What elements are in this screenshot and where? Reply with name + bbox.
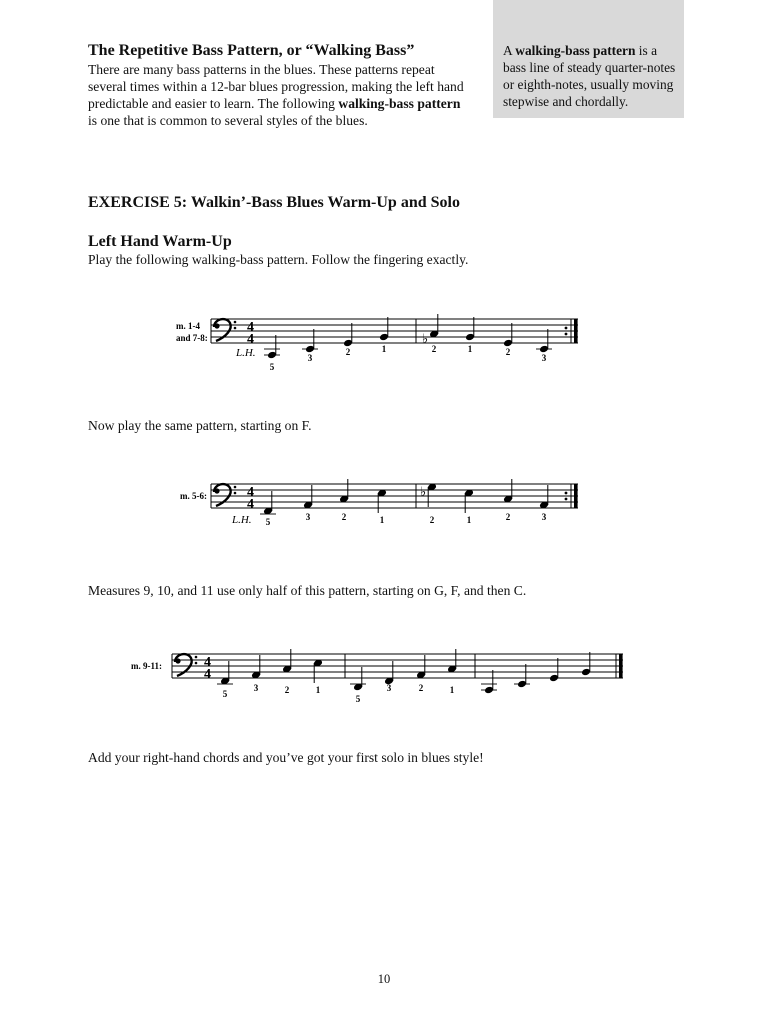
sidebar-text-after: is a bass line of steady quarter-notes or eighth-notes, usually moving stepwise and chordally. <box>503 43 676 109</box>
staff-1-label-line1: m. 1-4 <box>176 321 200 331</box>
fingering: 2 <box>284 685 290 695</box>
fingering: 2 <box>345 347 351 357</box>
time-sig-bottom: 4 <box>247 497 254 512</box>
time-sig-top: 4 <box>204 655 211 670</box>
bass-clef-icon <box>214 484 236 506</box>
fingering: 2 <box>429 515 435 525</box>
fingering: 3 <box>253 683 259 693</box>
fingering: 1 <box>467 344 473 354</box>
music-staff-3 <box>0 635 768 715</box>
fingering: 1 <box>466 515 472 525</box>
section-heading: The Repetitive Bass Pattern, or “Walking Bass” <box>88 42 415 59</box>
warmup-heading: Left Hand Warm-Up <box>88 233 232 250</box>
staff-1-lines <box>211 319 578 343</box>
fingering: 1 <box>379 515 385 525</box>
paragraph-text-after: is one that is common to several styles of the blues. <box>88 113 368 128</box>
music-staff-2 <box>0 465 768 545</box>
fingering: 3 <box>386 683 392 693</box>
sidebar-text-before: A <box>503 43 516 58</box>
time-sig-bottom: 4 <box>247 332 254 347</box>
exercise-heading: EXERCISE 5: Walkin’-Bass Blues Warm-Up and Solo <box>88 194 460 211</box>
page-number: 10 <box>377 972 391 986</box>
fingering: 5 <box>222 689 228 699</box>
flat-icon: ♭ <box>422 332 429 347</box>
left-hand-label: L.H. <box>236 347 256 359</box>
time-sig-top: 4 <box>247 320 254 335</box>
bass-clef-icon <box>214 319 236 341</box>
fingering: 5 <box>269 362 275 372</box>
fingering: 1 <box>315 685 321 695</box>
paragraph-bold-term: walking-bass pattern <box>338 96 461 111</box>
fingering: 2 <box>341 512 347 522</box>
staff-3-label: m. 9-11: <box>131 661 162 671</box>
staff-1-svg <box>0 300 768 380</box>
left-hand-label: L.H. <box>232 514 252 526</box>
fingering: 1 <box>449 685 455 695</box>
flat-icon: ♭ <box>420 485 427 500</box>
staff-2-svg <box>0 465 768 545</box>
time-sig-top: 4 <box>247 485 254 500</box>
fingering: 2 <box>505 512 511 522</box>
fingering: 5 <box>355 694 361 704</box>
bass-clef-icon <box>175 654 197 676</box>
fingering: 3 <box>541 353 547 363</box>
sidebar-term: walking-bass pattern <box>515 43 636 58</box>
closing-line: Add your right-hand chords and you’ve got your first solo in blues style! <box>88 750 484 765</box>
music-staff-1 <box>0 300 768 380</box>
fingering: 3 <box>307 353 313 363</box>
staff-3-lines <box>172 654 623 678</box>
fingering: 2 <box>431 344 437 354</box>
instruction-measures-9-11: Measures 9, 10, and 11 use only half of this pattern, starting on G, F, and then C. <box>88 583 527 598</box>
section-paragraph <box>88 61 468 129</box>
instruction-start-on-f: Now play the same pattern, starting on F. <box>88 418 312 433</box>
staff-3-svg <box>0 635 768 715</box>
staff-3-fingerings <box>223 683 455 704</box>
staff-2-label: m. 5-6: <box>180 491 207 501</box>
fingering: 2 <box>505 347 511 357</box>
staff-1-label-line2: and 7-8: <box>176 333 208 343</box>
paragraph-text-before: There are many bass patterns in the blues. These patterns repeat several times within a 12-bar blues progression, making the left hand predictable and easier to learn. The following <box>88 62 464 111</box>
time-sig-bottom: 4 <box>204 667 211 682</box>
fingering: 5 <box>265 517 271 527</box>
fingering: 3 <box>305 512 311 522</box>
warmup-instruction: Play the following walking-bass pattern. Follow the fingering exactly. <box>88 252 469 267</box>
fingering: 1 <box>381 344 387 354</box>
definition-sidebar <box>493 0 684 118</box>
fingering: 3 <box>541 512 547 522</box>
fingering: 2 <box>418 683 424 693</box>
staff-2-lines <box>211 484 578 508</box>
staff-2-fingerings <box>266 512 547 527</box>
